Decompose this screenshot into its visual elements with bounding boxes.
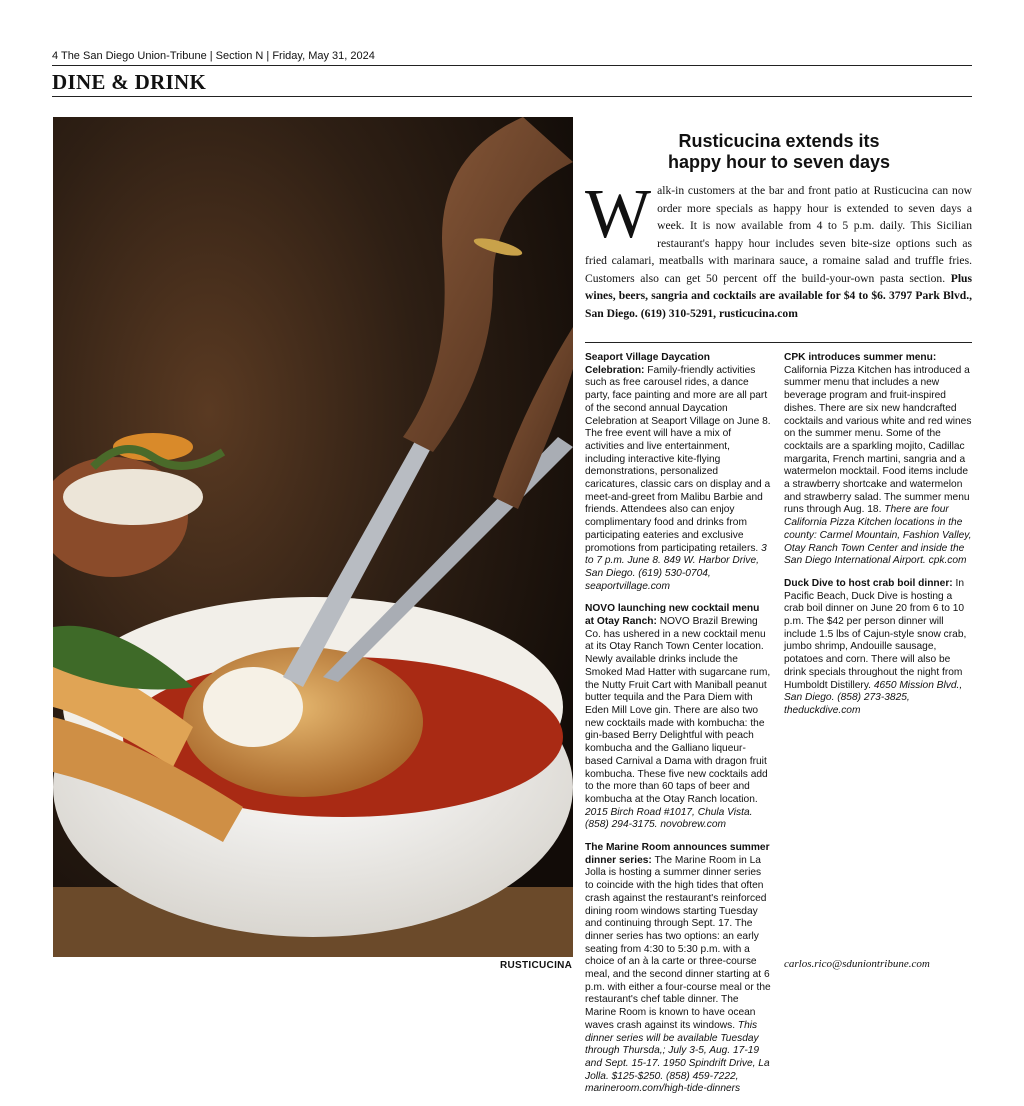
brief-title: Seaport Village Daycation Celebration:: [585, 352, 710, 376]
drop-cap: W: [585, 176, 652, 253]
author-byline: carlos.rico@sduniontribune.com: [784, 958, 930, 970]
brief-details: 3 to 7 p.m. June 8. 849 W. Harbor Drive, San Diego. (619) 530-0704, seaportvillage.com: [585, 542, 767, 592]
brief-item: [585, 352, 771, 593]
lead-headline-line2: happy hour to seven days: [667, 152, 891, 172]
lead-body-bold: Plus wines, beers, sangria and cocktails are available for $4 to $6. 3797 Park Blvd., San Diego. (619) 310-5291, rusticucina.com: [585, 271, 972, 320]
lead-headline: [586, 131, 972, 173]
brief-item: [585, 842, 771, 1096]
lead-headline-line1: Rusticucina extends its: [678, 131, 880, 151]
briefs-column-2: [784, 352, 972, 728]
brief-item: [784, 352, 972, 568]
brief-title: The Marine Room announces summer dinner series:: [585, 842, 770, 866]
brief-details: This dinner series will be available Tuesday through Thursda,; July 3-5, Aug. 17-19 and Sept. 15-17. 1950 Spindrift Drive, La Jolla. $125-$250. (858) 459-7222, marineroom.com/high-tide-dinners: [585, 1019, 770, 1095]
brief-body: NOVO Brazil Brewing Co. has ushered in a new cocktail menu at its Otay Ranch Town Center location. Newly available drinks include the Smoked Mad Hatter with sugarcane rum, the Nutty Fruit Cart with Maniball peanut butter tequila and the Para Diem with Eden Mill Love gin. There are also two new cocktails made with kombucha: the gin-based Berry Delightful with peach kombucha and the Galliano liqueur-based Carnival a Dama with dragon fruit kombucha. These five new cocktails add to the more than 60 taps of beer and kombucha at the Otay Ranch location.: [585, 616, 771, 805]
lead-body-text: alk-in customers at the bar and front patio at Rusticucina can now order more specials as happy hour is extended to seven days a week. It is now available from 4 to 5 p.m. daily. This Sicilian restaurant's happy hour includes seven bite-size options such as fried calamari, meatballs with marinara sauce, a romaine salad and truffle fries. Customers also can get 50 percent off the build-your-own pasta section.: [585, 184, 972, 285]
top-rule: [52, 65, 972, 66]
brief-body: California Pizza Kitchen has introduced a summer menu that includes a new beverage program and fruit-inspired dishes. There are six new handcrafted cocktails and various white and red wines on the summer menu. Some of the cocktails are a sparkling mojito, Cadillac margarita, French martini, sangria and a watermelon mocktail. Food items include a strawberry shortcake and watermelon and strawberry salad. The summer menu runs through Aug. 18.: [784, 364, 972, 516]
brief-title: NOVO launching new cocktail menu at Otay Ranch:: [585, 603, 760, 628]
page-folio: 4 The San Diego Union-Tribune | Section N | Friday, May 31, 2024: [52, 50, 375, 62]
brief-details: There are four California Pizza Kitchen locations in the county: Carmel Mountain, Fashion Valley, Otay Ranch Town Center and inside the San Diego International Airport. cpk.com: [784, 504, 972, 567]
photo-credit: RUSTICUCINA: [500, 960, 573, 971]
brief-title: CPK introduces summer menu:: [784, 352, 937, 363]
food-photo-icon: [53, 117, 573, 957]
brief-details: 4650 Mission Blvd., San Diego. (858) 273-3825, theduckdive.com: [784, 679, 963, 716]
section-title: DINE & DRINK: [52, 70, 207, 94]
section-rule: [52, 96, 972, 97]
brief-title: Duck Dive to host crab boil dinner:: [784, 577, 953, 589]
food-photo: [53, 117, 573, 957]
story-divider: [585, 342, 972, 343]
brief-item: [585, 603, 771, 832]
brief-body: In Pacific Beach, Duck Dive is hosting a crab boil dinner on June 20 from 6 to 10 p.m. The $42 per person dinner will include 1.5 lbs of Cajun-style snow crab, jumbo shrimp, Andouille sausage, potatoes and corn. There will also be drink specials throughout the night from Humboldt Distillery.: [784, 577, 967, 691]
brief-body: Family-friendly activities such as free carousel rides, a dance party, face painting and more are all part of the second annual Daycation Celebration at Seaport Village on June 8. The free event will have a mix of activities and live entertainment, including interactive kite-flying demonstrations, personalized caricatures, classic cars on display and a meet-and-greet from Malibu Barbie and friends. Attendees also can enjoy complimentary food and drinks from participating eateries and exclusive promotions from participating retailers.: [585, 364, 771, 554]
brief-body: The Marine Room in La Jolla is hosting a summer dinner series to coincide with the high tides that often crash against the restaurant's reinforced dining room windows starting Tuesday and continuing through Sept. 17. The dinner series has two options: an early seating from 4:30 to 5:30 p.m. with a choice of an à la carte or three-course meal, and the second dinner starting at 6 p.m. with either a four-course meal or the restaurant's chef table dinner. The Marine Room is known to have ocean waves crash against its windows.: [585, 854, 771, 1031]
lead-story-body: [585, 176, 972, 322]
brief-item: [784, 578, 972, 718]
briefs-column-1: [585, 352, 771, 1106]
brief-details: 2015 Birch Road #1017, Chula Vista. (858) 294-3175. novobrew.com: [585, 806, 753, 831]
